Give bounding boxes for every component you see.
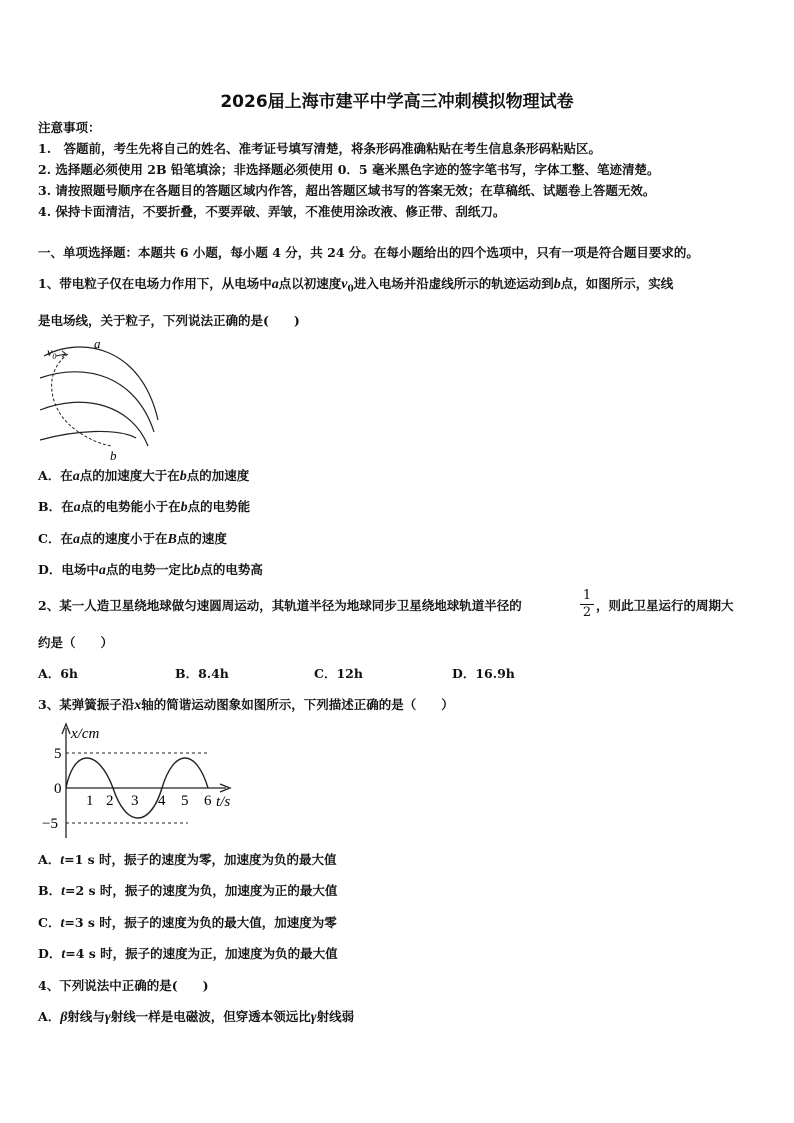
x-tick-2: 2: [106, 793, 114, 809]
y-tick-5: 5: [54, 746, 62, 762]
field-line-4: [40, 431, 136, 440]
section-heading: 一、单项选择题：本题共 6 小题，每小题 4 分，共 24 分。在每小题给出的四个选项中，只有一项是符合题目要求的。: [38, 245, 699, 260]
q1-option-b: B．在a点的电势能小于在b点的电势能: [38, 499, 251, 515]
notice-heading: 注意事项：: [38, 120, 101, 135]
q2-fraction: [580, 588, 594, 620]
q1-option-c: C．在a点的速度小于在B点的速度: [38, 531, 227, 547]
field-line-3: [40, 402, 148, 446]
x-axis-label: t/s: [216, 794, 231, 810]
q1-stem-line2: 是电场线，关于粒子，下列说法正确的是( ): [38, 313, 300, 328]
q4-stem: 4、下列说法中正确的是( ): [38, 978, 209, 993]
q1-option-d: D．电场中a点的电势一定比b点的电势高: [38, 562, 263, 578]
q2-stem-line1-end: ，则此卫星运行的周期大: [596, 598, 734, 613]
q2-stem-line1: 2、某一人造卫星绕地球做匀速圆周运动，其轨道半径为地球同步卫星绕地球轨道半径的: [38, 598, 522, 613]
q2-stem-line2: 约是（ ）: [38, 635, 114, 650]
q2-option-c: C．12h: [314, 666, 363, 681]
q3-option-b: B．t=2 s 时，振子的速度为负，加速度为正的最大值: [38, 883, 338, 899]
fraction-numerator: 1: [582, 588, 592, 603]
y-axis-label: x/cm: [71, 726, 100, 742]
point-a-label: a: [94, 336, 101, 351]
q2-option-d: D．16.9h: [452, 666, 515, 681]
q4-option-a: A．β射线与γ射线一样是电磁波，但穿透本领远比γ射线弱: [38, 1009, 355, 1025]
q1-electric-field-figure: [36, 336, 166, 464]
q3-option-a: A．t=1 s 时，振子的速度为零，加速度为负的最大值: [38, 852, 337, 868]
exam-title: 2026届上海市建平中学高三冲刺模拟物理试卷: [220, 92, 574, 112]
q3-stem: 3、某弹簧振子沿x轴的简谐运动图象如图所示，下列描述正确的是（ ）: [38, 697, 454, 713]
q3-option-d: D．t=4 s 时，振子的速度为正，加速度为负的最大值: [38, 946, 338, 962]
x-tick-6: 6: [204, 793, 212, 809]
point-b-label: b: [110, 448, 117, 463]
q3-option-c: C．t=3 s 时，振子的速度为负的最大值，加速度为零: [38, 915, 337, 931]
x-tick-5: 5: [181, 793, 189, 809]
fraction-denominator: 2: [580, 604, 594, 620]
notice-item-1: 1. 答题前，考生先将自己的姓名、准考证号填写清楚，将条形码准确粘贴在考生信息条形码粘贴区。: [38, 141, 602, 156]
x-tick-3: 3: [131, 793, 139, 809]
q1-stem-line1: 1、带电粒子仅在电场力作用下，从电场中a点以初速度$v_0$进入电场并沿虚线所示的轨迹运动到b点，如图所示，实线: [38, 276, 674, 295]
field-line-2: [40, 372, 154, 432]
v0-label: $v_0$: [47, 345, 57, 361]
field-line-1: [44, 347, 158, 420]
v0-arrow: [56, 351, 66, 357]
y-tick-0: 0: [54, 781, 62, 797]
q2-option-b: B．8.4h: [175, 666, 229, 681]
notice-item-3: 3. 请按照题号顺序在各题目的答题区域内作答，超出答题区域书写的答案无效；在草稿纸、试题卷上答题无效。: [38, 183, 656, 198]
q3-shm-graph: [38, 720, 248, 840]
q2-option-a: A．6h: [38, 666, 78, 681]
x-tick-4: 4: [158, 793, 166, 809]
y-tick-neg5: −5: [42, 816, 58, 832]
q1-option-a: A．在a点的加速度大于在b点的加速度: [38, 468, 250, 484]
notice-item-2: 2. 选择题必须使用 2B 铅笔填涂；非选择题必须使用 0．5 毫米黑色字迹的签字笔书写，字体工整、笔迹清楚。: [38, 162, 660, 177]
x-tick-1: 1: [86, 793, 94, 809]
notice-item-4: 4. 保持卡面清洁，不要折叠，不要弄破、弄皱，不准使用涂改液、修正带、刮纸刀。: [38, 204, 506, 219]
